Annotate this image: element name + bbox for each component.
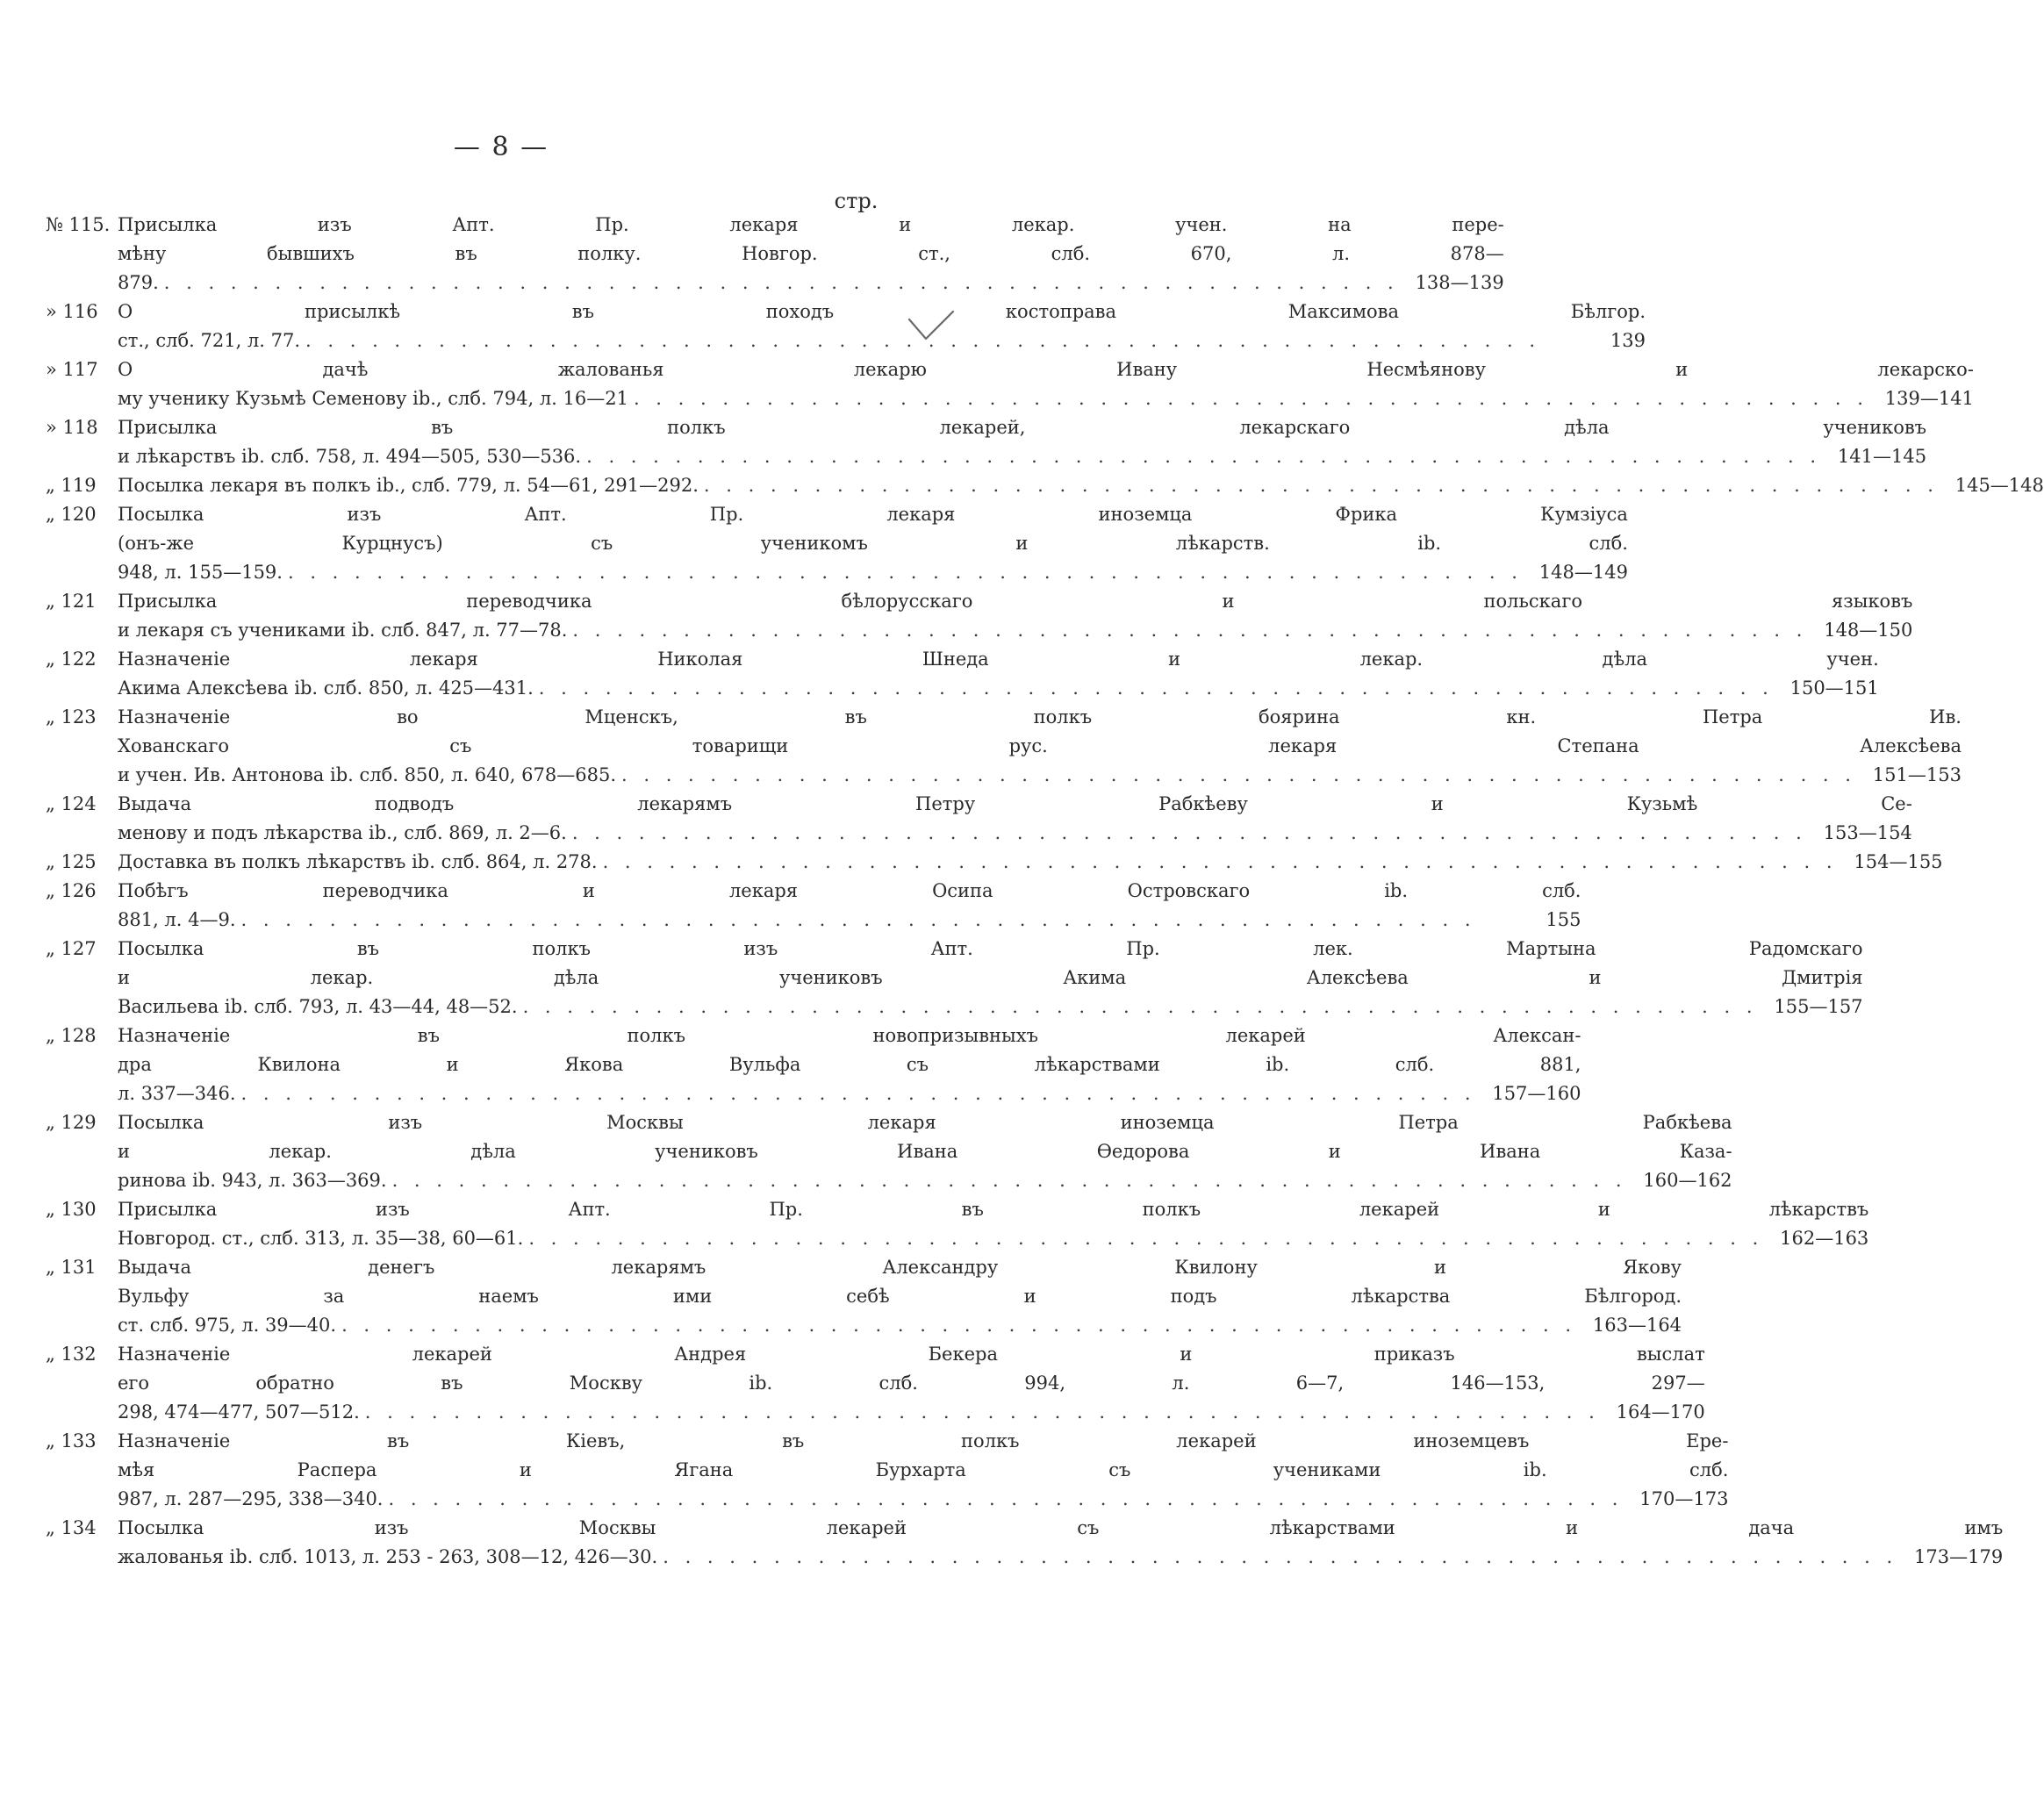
entry-line: мѣну бывшихъ въ полку. Новгор. ст., слб. 670, л. 878— xyxy=(118,243,1504,264)
entry-last-line xyxy=(118,1311,1682,1340)
toc-entry xyxy=(46,790,1912,848)
entry-last-line xyxy=(118,1224,1868,1253)
dot-leader: . . . . . . . . . . . . . . . . . . . . . . . . . . . . . . . . . . . . . . . . . . . . . . . . . . . . . . . . xyxy=(572,620,1808,641)
toc-entry xyxy=(46,297,1646,355)
entry-body xyxy=(118,1021,1581,1108)
entry-line: (онъ-же Курцнусъ) съ ученикомъ и лѣкарств. ib. слб. xyxy=(118,533,1628,554)
entry-number: » 118 xyxy=(46,417,98,438)
dot-leader: . . . . . . . . . . . . . . . . . . . . . . . . . . . . . . . . . . . . . . . . . . . . . . . . . . . . . . . . xyxy=(571,822,1807,843)
toc-entry xyxy=(46,587,1913,645)
entry-last-line xyxy=(118,674,1879,703)
entry-number: № 115. xyxy=(46,214,111,235)
dot-leader: . . . . . . . . . . . . . . . . . . . . . . . . . . . . . . . . . . . . . . . . . . . . . . . . . . . . . . . . xyxy=(287,562,1523,583)
entry-body xyxy=(118,645,1879,703)
entry-number: „ 132 xyxy=(46,1344,97,1365)
dot-leader: . . . . . . . . . . . . . . . . . . . . . . . . . . . . . . . . . . . . . . . . . . . . . . . . . . . . . . . . xyxy=(602,851,1838,872)
entry-number: „ 134 xyxy=(46,1517,97,1538)
entry-line: 879. xyxy=(118,272,159,293)
page-range: 150—151 xyxy=(1789,677,1879,699)
entry-last-line xyxy=(118,906,1581,935)
entry-number: „ 119 xyxy=(46,475,97,496)
entry-body xyxy=(118,1340,1705,1427)
toc-entry xyxy=(46,413,1927,471)
dot-leader: . . . . . . . . . . . . . . . . . . . . . . . . . . . . . . . . . . . . . . . . . . . . . . . . . . . . . . . . xyxy=(522,996,1758,1017)
entry-body xyxy=(118,935,1863,1021)
entry-line: Назначеніе лекаря Николая Шнеда и лекар. дѣла учен. xyxy=(118,649,1879,670)
dot-leader: . . . . . . . . . . . . . . . . . . . . . . . . . . . . . . . . . . . . . . . . . . . . . . . . . . . . . . . . xyxy=(341,1315,1577,1336)
entry-line: Посылка въ полкъ изъ Апт. Пр. лек. Мартына Радомскаго xyxy=(118,938,1863,959)
entry-last-line xyxy=(118,1543,2003,1572)
entry-body xyxy=(118,297,1646,355)
entry-body xyxy=(118,413,1926,471)
entry-line: Выдача подводъ лекарямъ Петру Рабкѣеву и Кузьмѣ Се- xyxy=(118,793,1912,814)
toc-entry xyxy=(46,500,1628,587)
page-range: 138—139 xyxy=(1415,272,1504,293)
entry-number: „ 127 xyxy=(46,938,97,959)
entry-line: Присылка изъ Апт. Пр. въ полкъ лекарей и лѣкарствъ xyxy=(118,1199,1869,1220)
entry-body xyxy=(118,1195,1868,1253)
page-range: 162—163 xyxy=(1780,1228,1869,1249)
entry-line: и учен. Ив. Антонова ib. слб. 850, л. 640, 678—685. xyxy=(118,764,616,785)
entry-line: и лекар. дѣла учениковъ Ивана Ѳедорова и Ивана Каза- xyxy=(118,1141,1732,1162)
dot-leader: . . . . . . . . . . . . . . . . . . . . . . . . . . . . . . . . . . . . . . . . . . . . . . . . . . . . . . . . xyxy=(621,764,1856,785)
page-range: 145—148 xyxy=(1954,475,2044,496)
entry-number: „ 130 xyxy=(46,1199,97,1220)
entry-line: Акима Алексѣева ib. слб. 850, л. 425—431. xyxy=(118,677,534,699)
dot-leader: . . . . . . . . . . . . . . . . . . . . . . . . . . . . . . . . . . . . . . . . . . . . . . . . . . . . . . . . xyxy=(388,1488,1624,1509)
entry-last-line xyxy=(118,993,1863,1021)
entry-number: „ 123 xyxy=(46,706,97,727)
page-range: 164—170 xyxy=(1616,1401,1705,1423)
entry-last-line xyxy=(118,269,1504,297)
dot-leader: . . . . . . . . . . . . . . . . . . . . . . . . . . . . . . . . . . . . . . . . . . . . . . . . . . . . . . . . xyxy=(663,1546,1898,1567)
toc-entry xyxy=(46,645,1879,703)
entry-number: » 116 xyxy=(46,301,98,322)
entry-line: л. 337—346. xyxy=(118,1083,236,1104)
entry-line: Посылка изъ Москвы лекарей съ лѣкарствами и дача имъ xyxy=(118,1517,2004,1538)
entry-body xyxy=(118,848,1943,877)
entry-line: Назначеніе въ Кіевъ, въ полкъ лекарей иноземцевъ Ере- xyxy=(118,1430,1729,1451)
entry-line: ст. слб. 975, л. 39—40. xyxy=(118,1315,337,1336)
dot-leader: . . . . . . . . . . . . . . . . . . . . . . . . . . . . . . . . . . . . . . . . . . . . . . . . . . . . . . . . xyxy=(703,475,1939,496)
entry-body xyxy=(118,587,1912,645)
entry-number: „ 122 xyxy=(46,649,97,670)
entry-line: Вульфу за наемъ ими себѣ и подъ лѣкарства Бѣлгород. xyxy=(118,1286,1682,1307)
entry-line: жалованья ib. слб. 1013, л. 253 - 263, 308—12, 426—30. xyxy=(118,1546,658,1567)
page-range: 157—160 xyxy=(1492,1083,1581,1104)
toc-entry xyxy=(46,1021,1581,1108)
page-range: 155 xyxy=(1546,909,1581,930)
pages-column-header: стр. xyxy=(834,189,879,213)
entry-last-line xyxy=(118,442,1926,471)
toc-entry xyxy=(46,1253,1682,1340)
entry-last-line xyxy=(118,616,1912,645)
entry-line: Назначеніе во Мценскъ, въ полкъ боярина кн. Петра Ив. xyxy=(118,706,1962,727)
table-of-contents xyxy=(46,211,2044,1572)
entry-last-line xyxy=(118,1166,1732,1195)
dot-leader: . . . . . . . . . . . . . . . . . . . . . . . . . . . . . . . . . . . . . . . . . . . . . . . . . . . . . . . . xyxy=(391,1170,1627,1191)
entry-last-line xyxy=(118,761,1962,790)
entry-body xyxy=(118,1108,1732,1195)
entry-line: 881, л. 4—9. xyxy=(118,909,236,930)
entry-line: и лекар. дѣла учениковъ Акима Алексѣева и Дмитрія xyxy=(118,967,1863,988)
entry-line: Присылка въ полкъ лекарей, лекарскаго дѣла учениковъ xyxy=(118,417,1927,438)
entry-line: О дачѣ жалованья лекарю Ивану Несмѣянову и лекарско- xyxy=(118,359,1974,380)
entry-line: менову и подъ лѣкарства ib., слб. 869, л. 2—6. xyxy=(118,822,567,843)
entry-number: „ 124 xyxy=(46,793,97,814)
entry-line: 948, л. 155—159. xyxy=(118,562,283,583)
entry-body xyxy=(118,1514,2003,1572)
entry-line: ст., слб. 721, л. 77. xyxy=(118,330,301,351)
page-range: 153—154 xyxy=(1823,822,1912,843)
entry-line: 987, л. 287—295, 338—340. xyxy=(118,1488,384,1509)
dot-leader: . . . . . . . . . . . . . . . . . . . . . . . . . . . . . . . . . . . . . . . . . . . . . . . . . . . . . . . . xyxy=(586,446,1822,467)
entry-line: 298, 474—477, 507—512. xyxy=(118,1401,360,1423)
page-range: 155—157 xyxy=(1774,996,1863,1017)
entry-line: Новгород. ст., слб. 313, л. 35—38, 60—61. xyxy=(118,1228,524,1249)
entry-last-line xyxy=(118,848,1943,877)
page-range: 151—153 xyxy=(1872,764,1962,785)
entry-line: Посылка изъ Апт. Пр. лекаря иноземца Фрика Кумзіуса xyxy=(118,504,1628,525)
entry-number: „ 125 xyxy=(46,851,97,872)
entry-last-line xyxy=(118,819,1912,848)
entry-last-line xyxy=(118,471,2044,500)
entry-body xyxy=(118,471,2044,500)
entry-last-line xyxy=(118,1485,1728,1514)
page-range: 148—149 xyxy=(1538,562,1628,583)
entry-last-line xyxy=(118,326,1646,355)
toc-entry xyxy=(46,1340,1705,1427)
toc-entry xyxy=(46,1195,1869,1253)
dot-leader: . . . . . . . . . . . . . . . . . . . . . . . . . . . . . . . . . . . . . . . . . . . . . . . . . . . . . . . . xyxy=(364,1401,1600,1423)
entry-last-line xyxy=(118,558,1628,587)
toc-entry xyxy=(46,1108,1732,1195)
entry-body xyxy=(118,1253,1682,1340)
entry-line: Васильева ib. слб. 793, л. 43—44, 48—52. xyxy=(118,996,518,1017)
page-range: 154—155 xyxy=(1854,851,1943,872)
entry-number: „ 129 xyxy=(46,1112,97,1133)
entry-line: му ученику Кузьмѣ Семенову ib., слб. 794, л. 16—21 xyxy=(118,388,628,409)
page-number: — 8 — xyxy=(453,132,549,162)
entry-number: „ 131 xyxy=(46,1257,97,1278)
page-range: 148—150 xyxy=(1824,620,1913,641)
entry-line: О присылкѣ въ походъ костоправа Максимова Бѣлгор. xyxy=(118,301,1646,322)
entry-last-line xyxy=(118,1398,1705,1427)
entry-number: „ 133 xyxy=(46,1430,97,1451)
page-range: 173—179 xyxy=(1914,1546,2004,1567)
toc-entry xyxy=(46,1514,2004,1572)
dot-leader: . . . . . . . . . . . . . . . . . . . . . . . . . . . . . . . . . . . . . . . . . . . . . . . . . . . . . . . . xyxy=(240,909,1476,930)
dot-leader: . . . . . . . . . . . . . . . . . . . . . . . . . . . . . . . . . . . . . . . . . . . . . . . . . . . . . . . . xyxy=(240,1083,1476,1104)
entry-line: Назначеніе въ полкъ новопризывныхъ лекарей Алексан- xyxy=(118,1025,1581,1046)
entry-line: Побѣгъ переводчика и лекаря Осипа Островскаго ib. слб. xyxy=(118,880,1581,901)
entry-line: Присылка изъ Апт. Пр. лекаря и лекар. учен. на пере- xyxy=(118,214,1504,235)
entry-line: дра Квилона и Якова Вульфа съ лѣкарствами ib. слб. 881, xyxy=(118,1054,1581,1075)
entry-body xyxy=(118,703,1962,790)
entry-line: его обратно въ Москву ib. слб. 994, л. 6—7, 146—153, 297— xyxy=(118,1373,1705,1394)
entry-number: „ 120 xyxy=(46,504,97,525)
entry-body xyxy=(118,1427,1728,1514)
dot-leader: . . . . . . . . . . . . . . . . . . . . . . . . . . . . . . . . . . . . . . . . . . . . . . . . . . . . . . . . xyxy=(163,272,1399,293)
toc-entry xyxy=(46,211,1504,297)
entry-last-line xyxy=(118,384,1974,413)
dot-leader: . . . . . . . . . . . . . . . . . . . . . . . . . . . . . . . . . . . . . . . . . . . . . . . . . . . . . . . . xyxy=(633,388,1868,409)
entry-line: ринова ib. 943, л. 363—369. xyxy=(118,1170,387,1191)
entry-last-line xyxy=(118,1079,1581,1108)
page-range: 139—141 xyxy=(1884,388,1974,409)
entry-line: Присылка переводчика бѣлорусскаго и польскаго языковъ xyxy=(118,591,1913,612)
page-range: 139 xyxy=(1610,330,1646,351)
toc-entry xyxy=(46,471,2044,500)
entry-line: Посылка лекаря въ полкъ ib., слб. 779, л. 54—61, 291—292. xyxy=(118,475,699,496)
dot-leader: . . . . . . . . . . . . . . . . . . . . . . . . . . . . . . . . . . . . . . . . . . . . . . . . . . . . . . . . xyxy=(305,330,1540,351)
entry-body xyxy=(118,500,1628,587)
page-range: 141—145 xyxy=(1837,446,1927,467)
entry-body xyxy=(118,211,1504,297)
entry-number: „ 121 xyxy=(46,591,97,612)
entry-line: и лекаря съ учениками ib. слб. 847, л. 77—78. xyxy=(118,620,568,641)
toc-entry xyxy=(46,355,1974,413)
dot-leader: . . . . . . . . . . . . . . . . . . . . . . . . . . . . . . . . . . . . . . . . . . . . . . . . . . . . . . . . xyxy=(528,1228,1764,1249)
entry-line: Доставка въ полкъ лѣкарствъ ib. слб. 864, л. 278. xyxy=(118,851,598,872)
entry-line: Посылка изъ Москвы лекаря иноземца Петра Рабкѣева xyxy=(118,1112,1732,1133)
dot-leader: . . . . . . . . . . . . . . . . . . . . . . . . . . . . . . . . . . . . . . . . . . . . . . . . . . . . . . . . xyxy=(538,677,1774,699)
entry-line: мѣя Распера и Ягана Бурхарта съ учениками ib. слб. xyxy=(118,1459,1729,1480)
entry-number: „ 128 xyxy=(46,1025,97,1046)
entry-body xyxy=(118,790,1912,848)
entry-body xyxy=(118,355,1974,413)
page-range: 160—162 xyxy=(1643,1170,1732,1191)
entry-line: и лѣкарствъ ib. слб. 758, л. 494—505, 530—536. xyxy=(118,446,582,467)
page-range: 163—164 xyxy=(1592,1315,1682,1336)
entry-number: „ 126 xyxy=(46,880,97,901)
entry-body xyxy=(118,877,1581,935)
toc-entry xyxy=(46,877,1581,935)
toc-entry xyxy=(46,935,1863,1021)
entry-line: Выдача денегъ лекарямъ Александру Квилону и Якову xyxy=(118,1257,1682,1278)
page-range: 170—173 xyxy=(1639,1488,1729,1509)
entry-number: » 117 xyxy=(46,359,98,380)
toc-entry xyxy=(46,703,1962,790)
entry-line: Хованскаго съ товарищи рус. лекаря Степана Алексѣева xyxy=(118,735,1962,756)
entry-line: Назначеніе лекарей Андрея Бекера и приказъ выслат xyxy=(118,1344,1705,1365)
toc-entry xyxy=(46,1427,1729,1514)
toc-entry xyxy=(46,848,1943,877)
